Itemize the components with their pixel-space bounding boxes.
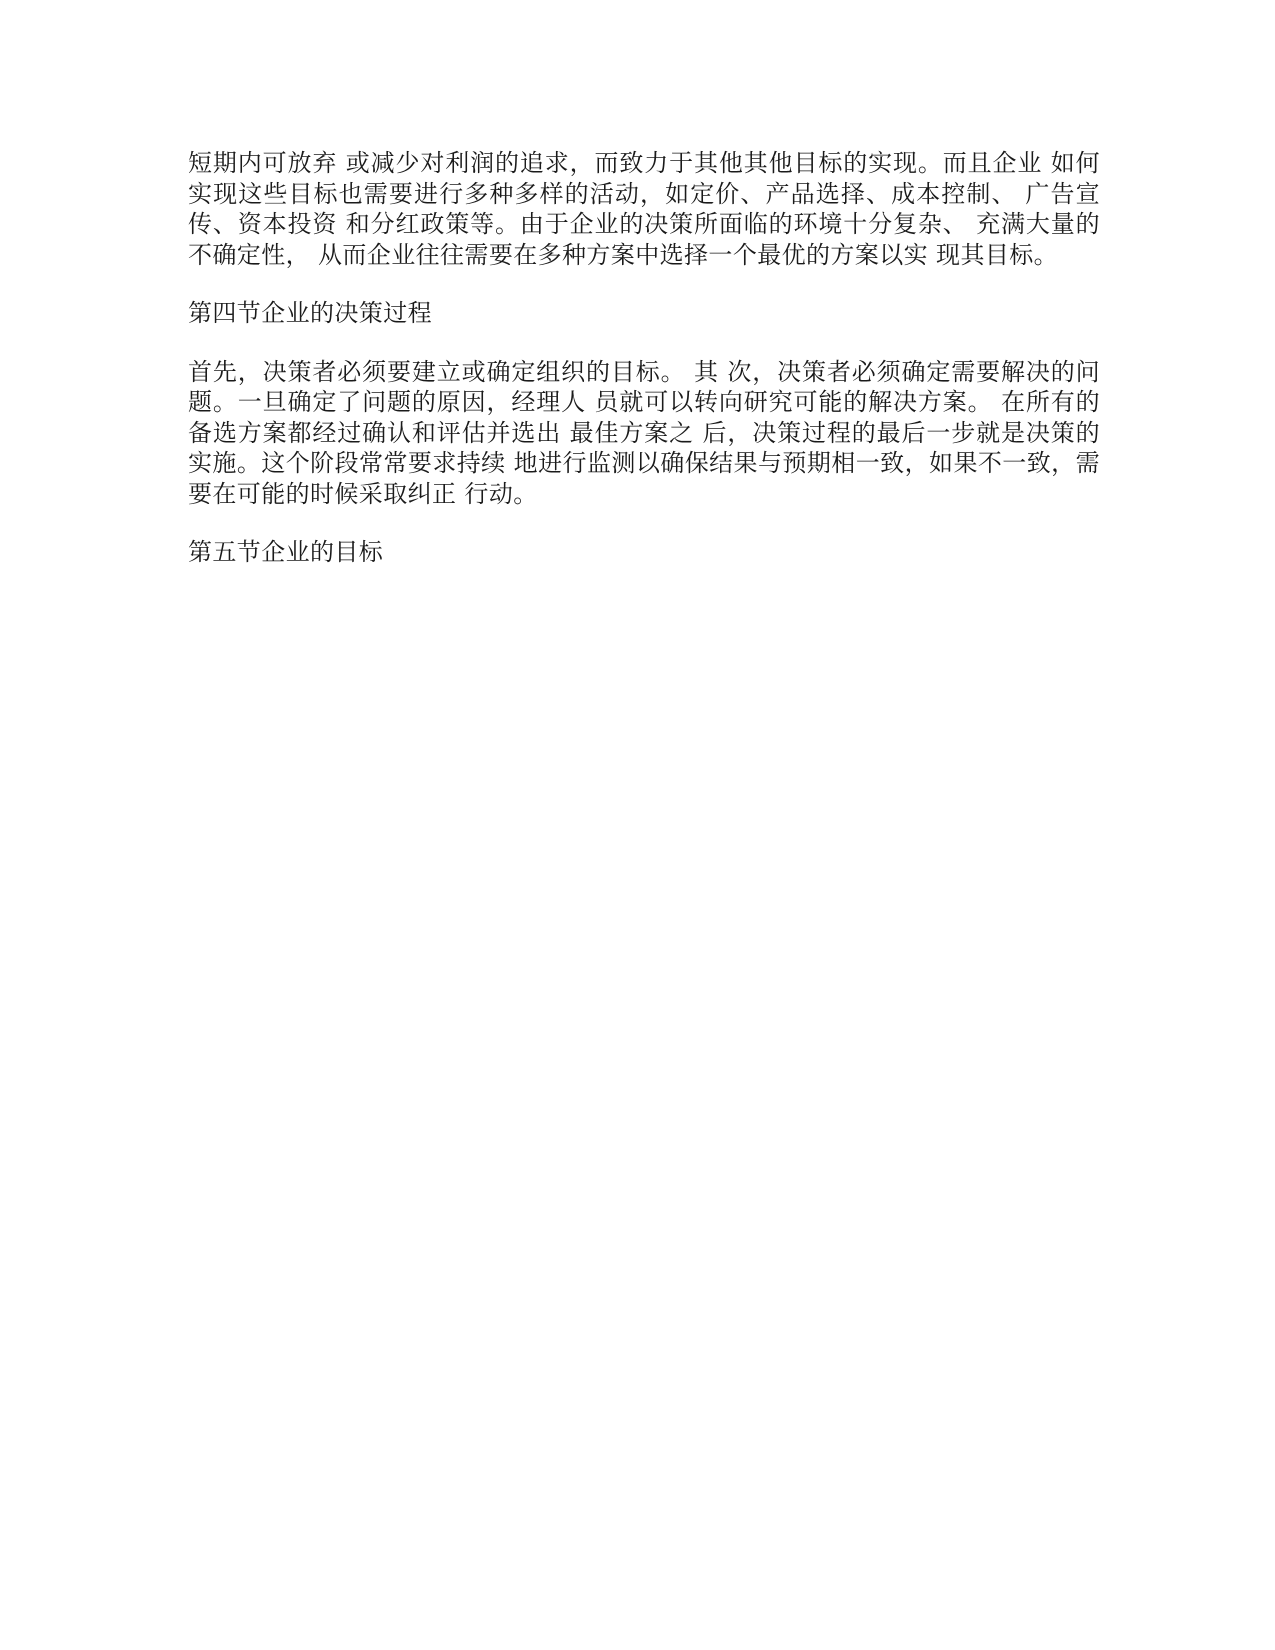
paragraph-decision-process: 首先，决策者必须要建立或确定组织的目标。 其 次，决策者必须确定需要解决的问题。一旦确定了问题的原因，经理人 员就可以转向研究可能的解决方案。 在所有的备选方案都经过确认和评估并选出 最佳方案之 后，决策过程的最后一步就是决策的实施。这个阶段常常要求持续 地进行监测以确保结果与预期相一致，如果不一致，需要在可能的时候采取纠正 行动。	[188, 357, 1100, 508]
section-heading-enterprise-goals: 第五节企业的目标	[188, 538, 384, 566]
document-body	[188, 148, 1100, 568]
section-heading-decision-process: 第四节企业的决策过程	[188, 299, 432, 327]
paragraph-profit-goals: 短期内可放弃 或减少对利润的追求，而致力于其他其他目标的实现。而且企业 如何实现这些目标也需要进行多种多样的活动，如定价、产品选择、成本控制、 广告宣传、资本投资 和分红政策等。由于企业的决策所面临的环境十分复杂、 充满大量的不确定性， 从而企业往往需要在多种方案中选择一个最优的方案以实 现其目标。	[188, 149, 1100, 269]
